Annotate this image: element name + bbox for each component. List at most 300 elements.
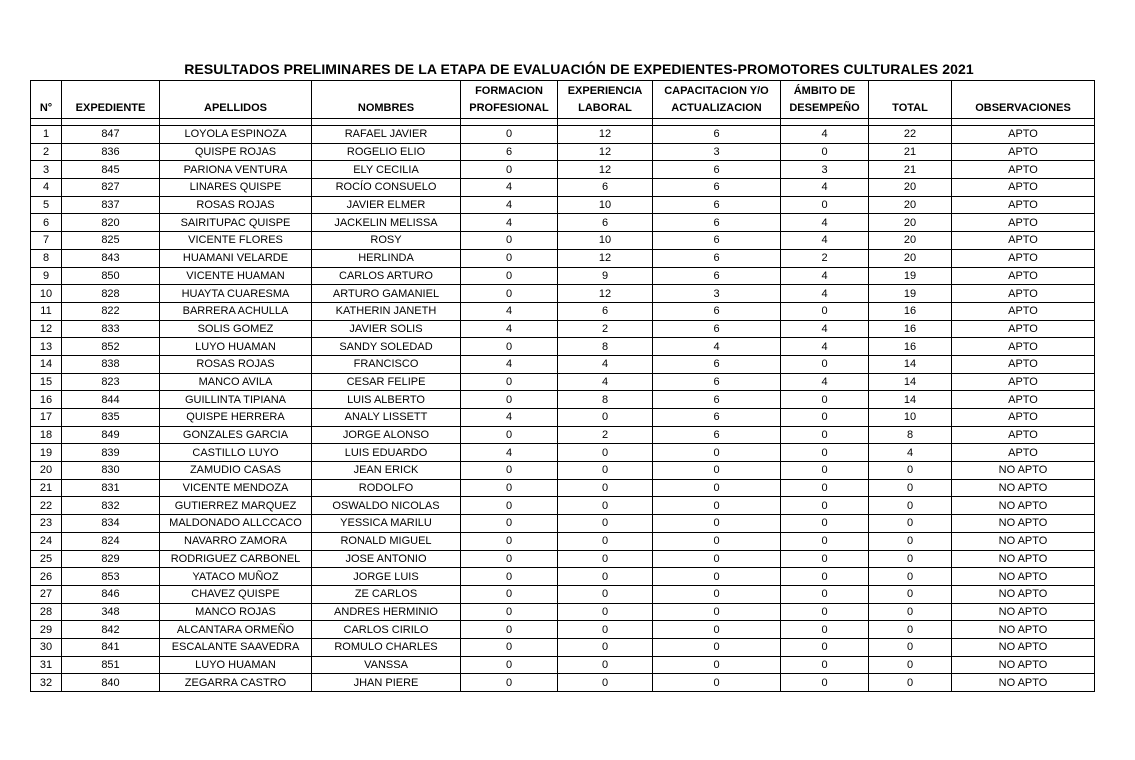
- cell-observaciones: APTO: [952, 444, 1095, 462]
- cell-num: 24: [31, 532, 62, 550]
- cell-ambito: 4: [781, 267, 869, 285]
- cell-total: 19: [869, 267, 952, 285]
- cell-expediente: 846: [62, 585, 160, 603]
- table-row: [31, 426, 1095, 444]
- cell-expediente: 840: [62, 674, 160, 692]
- table-row: [31, 232, 1095, 250]
- cell-ambito: 0: [781, 568, 869, 586]
- cell-nombres: FRANCISCO: [312, 355, 461, 373]
- cell-formacion: 0: [461, 532, 558, 550]
- cell-experiencia: 0: [558, 656, 653, 674]
- cell-nombres: ROSY: [312, 232, 461, 250]
- cell-total: 0: [869, 568, 952, 586]
- header-capacitacion-line1: CAPACITACION Y/O: [664, 85, 769, 97]
- header-experiencia-line2: LABORAL: [578, 102, 632, 114]
- cell-observaciones: NO APTO: [952, 585, 1095, 603]
- cell-observaciones: NO APTO: [952, 497, 1095, 515]
- cell-total: 20: [869, 179, 952, 197]
- cell-observaciones: APTO: [952, 302, 1095, 320]
- table-row: [31, 409, 1095, 427]
- cell-ambito: 0: [781, 638, 869, 656]
- header-formacion-line1: FORMACION: [475, 85, 543, 97]
- cell-experiencia: 12: [558, 249, 653, 267]
- cell-apellidos: LINARES QUISPE: [160, 179, 312, 197]
- cell-apellidos: SAIRITUPAC QUISPE: [160, 214, 312, 232]
- cell-expediente: 849: [62, 426, 160, 444]
- cell-nombres: ANDRES HERMINIO: [312, 603, 461, 621]
- cell-expediente: 828: [62, 285, 160, 303]
- cell-experiencia: 10: [558, 232, 653, 250]
- cell-ambito: 4: [781, 232, 869, 250]
- cell-expediente: 842: [62, 621, 160, 639]
- table-row: [31, 391, 1095, 409]
- cell-ambito: 0: [781, 550, 869, 568]
- cell-capacitacion: 0: [653, 497, 781, 515]
- spacer-cell: [312, 119, 461, 126]
- cell-observaciones: APTO: [952, 214, 1095, 232]
- cell-formacion: 0: [461, 638, 558, 656]
- cell-apellidos: VICENTE HUAMAN: [160, 267, 312, 285]
- cell-num: 8: [31, 249, 62, 267]
- cell-expediente: 836: [62, 143, 160, 161]
- cell-nombres: VANSSA: [312, 656, 461, 674]
- cell-nombres: RODOLFO: [312, 479, 461, 497]
- cell-nombres: JORGE ALONSO: [312, 426, 461, 444]
- cell-ambito: 0: [781, 603, 869, 621]
- cell-capacitacion: 6: [653, 355, 781, 373]
- table-row: [31, 550, 1095, 568]
- table-row: [31, 532, 1095, 550]
- cell-observaciones: APTO: [952, 338, 1095, 356]
- cell-ambito: 2: [781, 249, 869, 267]
- cell-observaciones: APTO: [952, 320, 1095, 338]
- cell-total: 0: [869, 497, 952, 515]
- cell-observaciones: APTO: [952, 126, 1095, 144]
- cell-ambito: 4: [781, 179, 869, 197]
- cell-num: 25: [31, 550, 62, 568]
- header-ambito-line2: DESEMPEÑO: [789, 102, 860, 114]
- table-row: [31, 126, 1095, 144]
- table-row: [31, 179, 1095, 197]
- cell-ambito: 0: [781, 409, 869, 427]
- cell-nombres: JACKELIN MELISSA: [312, 214, 461, 232]
- cell-capacitacion: 0: [653, 603, 781, 621]
- cell-observaciones: APTO: [952, 373, 1095, 391]
- cell-num: 11: [31, 302, 62, 320]
- cell-apellidos: ESCALANTE SAAVEDRA: [160, 638, 312, 656]
- cell-capacitacion: 0: [653, 532, 781, 550]
- cell-total: 0: [869, 656, 952, 674]
- cell-nombres: RONALD MIGUEL: [312, 532, 461, 550]
- cell-experiencia: 12: [558, 126, 653, 144]
- table-row: [31, 302, 1095, 320]
- spacer-cell: [653, 119, 781, 126]
- cell-total: 20: [869, 196, 952, 214]
- cell-formacion: 0: [461, 550, 558, 568]
- cell-experiencia: 0: [558, 444, 653, 462]
- cell-num: 18: [31, 426, 62, 444]
- cell-nombres: ANALY LISSETT: [312, 409, 461, 427]
- cell-formacion: 4: [461, 444, 558, 462]
- cell-apellidos: PARIONA VENTURA: [160, 161, 312, 179]
- cell-ambito: 0: [781, 444, 869, 462]
- cell-formacion: 0: [461, 497, 558, 515]
- cell-capacitacion: 0: [653, 515, 781, 533]
- cell-nombres: JHAN PIERE: [312, 674, 461, 692]
- cell-num: 30: [31, 638, 62, 656]
- cell-num: 19: [31, 444, 62, 462]
- cell-experiencia: 0: [558, 638, 653, 656]
- cell-experiencia: 0: [558, 568, 653, 586]
- cell-apellidos: RODRIGUEZ CARBONEL: [160, 550, 312, 568]
- table-row: [31, 585, 1095, 603]
- cell-experiencia: 12: [558, 143, 653, 161]
- cell-experiencia: 0: [558, 621, 653, 639]
- cell-expediente: 845: [62, 161, 160, 179]
- cell-formacion: 0: [461, 462, 558, 480]
- cell-formacion: 0: [461, 285, 558, 303]
- cell-expediente: 834: [62, 515, 160, 533]
- cell-observaciones: NO APTO: [952, 621, 1095, 639]
- cell-nombres: LUIS ALBERTO: [312, 391, 461, 409]
- header-capacitacion-line2: ACTUALIZACION: [671, 102, 762, 114]
- cell-capacitacion: 3: [653, 285, 781, 303]
- cell-observaciones: NO APTO: [952, 638, 1095, 656]
- cell-num: 21: [31, 479, 62, 497]
- cell-formacion: 0: [461, 126, 558, 144]
- cell-ambito: 0: [781, 355, 869, 373]
- cell-total: 0: [869, 550, 952, 568]
- cell-num: 9: [31, 267, 62, 285]
- table-row: [31, 497, 1095, 515]
- cell-expediente: 833: [62, 320, 160, 338]
- cell-ambito: 4: [781, 320, 869, 338]
- cell-total: 14: [869, 391, 952, 409]
- cell-total: 20: [869, 249, 952, 267]
- page-title: RESULTADOS PRELIMINARES DE LA ETAPA DE EVALUACIÓN DE EXPEDIENTES-PROMOTORES CULTURALES 2021: [184, 61, 974, 77]
- cell-nombres: SANDY SOLEDAD: [312, 338, 461, 356]
- cell-formacion: 0: [461, 161, 558, 179]
- cell-nombres: CARLOS ARTURO: [312, 267, 461, 285]
- cell-capacitacion: 0: [653, 444, 781, 462]
- cell-formacion: 0: [461, 338, 558, 356]
- cell-num: 14: [31, 355, 62, 373]
- cell-total: 0: [869, 479, 952, 497]
- cell-ambito: 0: [781, 196, 869, 214]
- header-formacion-line2: PROFESIONAL: [469, 102, 549, 114]
- cell-apellidos: LUYO HUAMAN: [160, 338, 312, 356]
- spacer-cell: [952, 119, 1095, 126]
- cell-total: 16: [869, 320, 952, 338]
- cell-ambito: 4: [781, 126, 869, 144]
- cell-observaciones: NO APTO: [952, 462, 1095, 480]
- cell-nombres: JOSE ANTONIO: [312, 550, 461, 568]
- cell-formacion: 0: [461, 249, 558, 267]
- cell-expediente: 823: [62, 373, 160, 391]
- cell-apellidos: SOLIS GOMEZ: [160, 320, 312, 338]
- cell-total: 19: [869, 285, 952, 303]
- cell-observaciones: APTO: [952, 196, 1095, 214]
- cell-apellidos: VICENTE FLORES: [160, 232, 312, 250]
- cell-nombres: ARTURO GAMANIEL: [312, 285, 461, 303]
- cell-experiencia: 2: [558, 426, 653, 444]
- cell-formacion: 4: [461, 179, 558, 197]
- cell-expediente: 841: [62, 638, 160, 656]
- cell-apellidos: CHAVEZ QUISPE: [160, 585, 312, 603]
- cell-observaciones: NO APTO: [952, 656, 1095, 674]
- cell-ambito: 0: [781, 479, 869, 497]
- table-row: [31, 161, 1095, 179]
- table-row: [31, 621, 1095, 639]
- cell-num: 10: [31, 285, 62, 303]
- table-row: [31, 462, 1095, 480]
- cell-total: 20: [869, 232, 952, 250]
- cell-capacitacion: 6: [653, 214, 781, 232]
- cell-apellidos: MANCO ROJAS: [160, 603, 312, 621]
- cell-apellidos: ROSAS ROJAS: [160, 355, 312, 373]
- cell-apellidos: ZAMUDIO CASAS: [160, 462, 312, 480]
- cell-formacion: 0: [461, 656, 558, 674]
- cell-apellidos: MANCO AVILA: [160, 373, 312, 391]
- cell-formacion: 0: [461, 267, 558, 285]
- cell-capacitacion: 6: [653, 196, 781, 214]
- table-header: [31, 81, 1095, 126]
- cell-ambito: 4: [781, 214, 869, 232]
- cell-capacitacion: 0: [653, 674, 781, 692]
- cell-experiencia: 4: [558, 373, 653, 391]
- cell-apellidos: HUAYTA CUARESMA: [160, 285, 312, 303]
- table-row: [31, 568, 1095, 586]
- cell-apellidos: MALDONADO ALLCCACO: [160, 515, 312, 533]
- cell-capacitacion: 6: [653, 232, 781, 250]
- cell-observaciones: NO APTO: [952, 674, 1095, 692]
- cell-apellidos: CASTILLO LUYO: [160, 444, 312, 462]
- cell-expediente: 850: [62, 267, 160, 285]
- cell-formacion: 0: [461, 621, 558, 639]
- cell-ambito: 0: [781, 143, 869, 161]
- cell-capacitacion: 6: [653, 320, 781, 338]
- cell-nombres: ZE CARLOS: [312, 585, 461, 603]
- cell-num: 2: [31, 143, 62, 161]
- cell-capacitacion: 6: [653, 249, 781, 267]
- table-body: [31, 126, 1095, 692]
- cell-experiencia: 12: [558, 285, 653, 303]
- cell-expediente: 827: [62, 179, 160, 197]
- header-num: N°: [31, 81, 62, 119]
- table-row: [31, 143, 1095, 161]
- spacer-cell: [558, 119, 653, 126]
- cell-num: 17: [31, 409, 62, 427]
- cell-experiencia: 0: [558, 479, 653, 497]
- spacer-cell: [781, 119, 869, 126]
- cell-observaciones: APTO: [952, 249, 1095, 267]
- cell-nombres: CARLOS CIRILO: [312, 621, 461, 639]
- cell-experiencia: 8: [558, 338, 653, 356]
- header-ambito: [781, 81, 869, 119]
- cell-total: 0: [869, 621, 952, 639]
- cell-total: 0: [869, 585, 952, 603]
- cell-total: 14: [869, 355, 952, 373]
- cell-num: 32: [31, 674, 62, 692]
- cell-expediente: 825: [62, 232, 160, 250]
- table-row: [31, 444, 1095, 462]
- cell-expediente: 837: [62, 196, 160, 214]
- cell-total: 0: [869, 674, 952, 692]
- cell-capacitacion: 6: [653, 267, 781, 285]
- cell-observaciones: APTO: [952, 391, 1095, 409]
- cell-num: 27: [31, 585, 62, 603]
- cell-expediente: 824: [62, 532, 160, 550]
- cell-observaciones: APTO: [952, 355, 1095, 373]
- cell-formacion: 4: [461, 302, 558, 320]
- cell-experiencia: 0: [558, 515, 653, 533]
- cell-expediente: 832: [62, 497, 160, 515]
- table-row: [31, 638, 1095, 656]
- cell-apellidos: GONZALES GARCIA: [160, 426, 312, 444]
- cell-nombres: LUIS EDUARDO: [312, 444, 461, 462]
- cell-num: 22: [31, 497, 62, 515]
- cell-experiencia: 0: [558, 585, 653, 603]
- cell-formacion: 4: [461, 355, 558, 373]
- cell-apellidos: GUTIERREZ MARQUEZ: [160, 497, 312, 515]
- cell-experiencia: 9: [558, 267, 653, 285]
- cell-capacitacion: 0: [653, 656, 781, 674]
- spacer-cell: [31, 119, 62, 126]
- cell-expediente: 852: [62, 338, 160, 356]
- header-total: TOTAL: [869, 81, 952, 119]
- cell-total: 0: [869, 515, 952, 533]
- table-row: [31, 249, 1095, 267]
- cell-nombres: ELY CECILIA: [312, 161, 461, 179]
- cell-experiencia: 0: [558, 532, 653, 550]
- cell-total: 8: [869, 426, 952, 444]
- cell-observaciones: APTO: [952, 232, 1095, 250]
- cell-expediente: 853: [62, 568, 160, 586]
- cell-num: 5: [31, 196, 62, 214]
- table-row: [31, 267, 1095, 285]
- cell-ambito: 0: [781, 497, 869, 515]
- cell-observaciones: NO APTO: [952, 568, 1095, 586]
- cell-nombres: JAVIER ELMER: [312, 196, 461, 214]
- cell-num: 12: [31, 320, 62, 338]
- cell-apellidos: LOYOLA ESPINOZA: [160, 126, 312, 144]
- header-ambito-line1: ÁMBITO DE: [793, 85, 856, 97]
- cell-total: 21: [869, 161, 952, 179]
- table-row: [31, 515, 1095, 533]
- cell-num: 31: [31, 656, 62, 674]
- cell-expediente: 844: [62, 391, 160, 409]
- cell-apellidos: NAVARRO ZAMORA: [160, 532, 312, 550]
- cell-capacitacion: 6: [653, 179, 781, 197]
- table-row: [31, 603, 1095, 621]
- cell-ambito: 4: [781, 373, 869, 391]
- cell-num: 1: [31, 126, 62, 144]
- cell-num: 6: [31, 214, 62, 232]
- cell-capacitacion: 6: [653, 126, 781, 144]
- cell-nombres: JORGE LUIS: [312, 568, 461, 586]
- cell-expediente: 838: [62, 355, 160, 373]
- cell-apellidos: ROSAS ROJAS: [160, 196, 312, 214]
- cell-ambito: 0: [781, 621, 869, 639]
- cell-experiencia: 10: [558, 196, 653, 214]
- cell-capacitacion: 0: [653, 621, 781, 639]
- cell-total: 0: [869, 462, 952, 480]
- cell-num: 16: [31, 391, 62, 409]
- cell-ambito: 0: [781, 426, 869, 444]
- cell-experiencia: 6: [558, 214, 653, 232]
- cell-formacion: 4: [461, 409, 558, 427]
- cell-capacitacion: 0: [653, 585, 781, 603]
- cell-expediente: 820: [62, 214, 160, 232]
- cell-formacion: 4: [461, 320, 558, 338]
- cell-num: 3: [31, 161, 62, 179]
- cell-total: 22: [869, 126, 952, 144]
- cell-formacion: 0: [461, 426, 558, 444]
- cell-observaciones: NO APTO: [952, 550, 1095, 568]
- cell-expediente: 348: [62, 603, 160, 621]
- cell-apellidos: YATACO MUÑOZ: [160, 568, 312, 586]
- cell-nombres: ROMULO CHARLES: [312, 638, 461, 656]
- cell-num: 4: [31, 179, 62, 197]
- cell-total: 14: [869, 373, 952, 391]
- cell-expediente: 822: [62, 302, 160, 320]
- cell-apellidos: LUYO HUAMAN: [160, 656, 312, 674]
- cell-nombres: YESSICA MARILU: [312, 515, 461, 533]
- table-row: [31, 338, 1095, 356]
- cell-experiencia: 0: [558, 674, 653, 692]
- spacer-cell: [160, 119, 312, 126]
- cell-total: 20: [869, 214, 952, 232]
- cell-expediente: 843: [62, 249, 160, 267]
- cell-ambito: 0: [781, 674, 869, 692]
- header-observaciones: OBSERVACIONES: [952, 81, 1095, 119]
- results-table: [30, 80, 1095, 692]
- header-row: [31, 81, 1095, 119]
- header-capacitacion: [653, 81, 781, 119]
- cell-apellidos: HUAMANI VELARDE: [160, 249, 312, 267]
- cell-formacion: 0: [461, 373, 558, 391]
- cell-total: 10: [869, 409, 952, 427]
- spacer-cell: [461, 119, 558, 126]
- cell-experiencia: 2: [558, 320, 653, 338]
- header-experiencia: [558, 81, 653, 119]
- cell-observaciones: APTO: [952, 179, 1095, 197]
- cell-capacitacion: 0: [653, 638, 781, 656]
- cell-nombres: RAFAEL JAVIER: [312, 126, 461, 144]
- cell-capacitacion: 0: [653, 550, 781, 568]
- table-row: [31, 320, 1095, 338]
- cell-capacitacion: 6: [653, 409, 781, 427]
- cell-capacitacion: 4: [653, 338, 781, 356]
- cell-experiencia: 6: [558, 302, 653, 320]
- cell-apellidos: BARRERA ACHULLA: [160, 302, 312, 320]
- cell-total: 0: [869, 638, 952, 656]
- cell-expediente: 839: [62, 444, 160, 462]
- cell-expediente: 831: [62, 479, 160, 497]
- cell-observaciones: NO APTO: [952, 532, 1095, 550]
- cell-ambito: 0: [781, 391, 869, 409]
- cell-capacitacion: 6: [653, 373, 781, 391]
- cell-nombres: ROCÍO CONSUELO: [312, 179, 461, 197]
- cell-apellidos: ALCANTARA ORMEÑO: [160, 621, 312, 639]
- cell-experiencia: 0: [558, 603, 653, 621]
- cell-expediente: 830: [62, 462, 160, 480]
- cell-capacitacion: 3: [653, 143, 781, 161]
- cell-observaciones: APTO: [952, 409, 1095, 427]
- cell-formacion: 4: [461, 214, 558, 232]
- cell-ambito: 0: [781, 302, 869, 320]
- cell-observaciones: NO APTO: [952, 603, 1095, 621]
